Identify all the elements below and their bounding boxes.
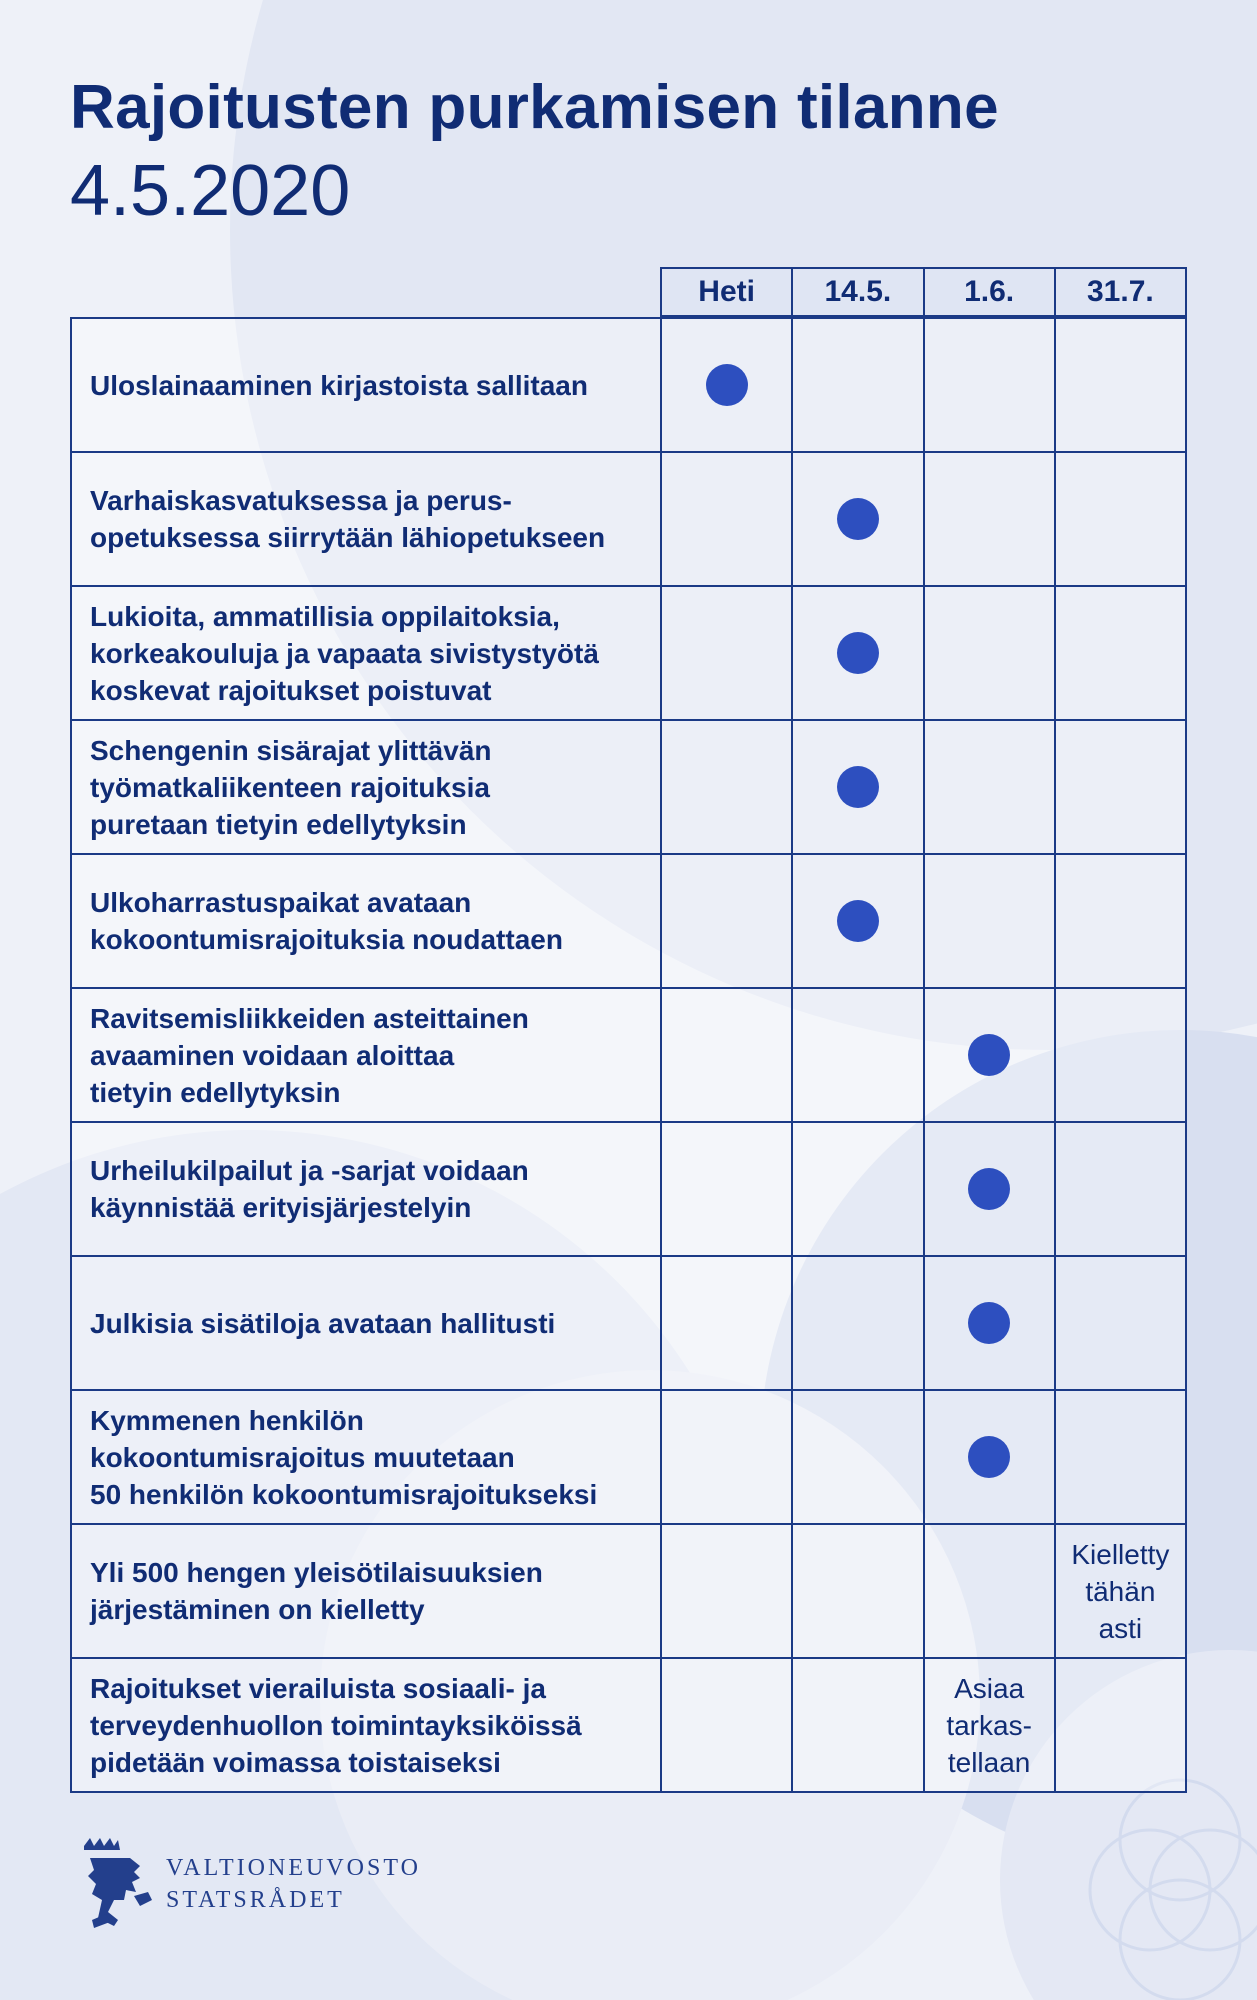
table-cell [925, 1257, 1056, 1389]
table-cell [793, 989, 924, 1121]
logo-line-1: VALTIONEUVOSTO [166, 1855, 421, 1881]
table-row [72, 721, 1185, 855]
restrictions-table [70, 317, 1187, 1793]
page-date: 4.5.2020 [70, 151, 351, 231]
column-header-31-7: 31.7. [1087, 275, 1154, 308]
table-cell [925, 453, 1056, 585]
status-dot [968, 1034, 1010, 1076]
table-cell [662, 721, 793, 853]
table-cell [1056, 989, 1185, 1121]
table-cell [662, 1525, 793, 1657]
table-cell [793, 1391, 924, 1523]
table-row [72, 1525, 1185, 1659]
status-dot [968, 1436, 1010, 1478]
table-cell [1056, 1659, 1185, 1791]
table-cell [925, 721, 1056, 853]
row-label [72, 587, 662, 719]
status-dot [837, 766, 879, 808]
table-row [72, 1123, 1185, 1257]
table-row [72, 989, 1185, 1123]
table-cell [1056, 1123, 1185, 1255]
table-cell [793, 1659, 924, 1791]
table-cell [662, 587, 793, 719]
column-header-heti: Heti [662, 269, 793, 315]
row-label-text: Varhaiskasvatuksessa ja perus- opetuksessa siirrytään lähiopetukseen [90, 485, 606, 553]
table-cell [793, 319, 924, 451]
table-row [72, 319, 1185, 453]
row-label-text: Yli 500 hengen yleisötilaisuuksien järjestäminen on kielletty [90, 1557, 543, 1625]
table-row [72, 1391, 1185, 1525]
row-label-text: Kymmenen henkilön kokoontumisrajoitus muutetaan 50 henkilön kokoontumisrajoitukseksi [90, 1404, 598, 1510]
table-row [72, 1659, 1185, 1791]
row-label-text: Uloslainaaminen kirjastoista sallitaan [90, 369, 588, 401]
table-cell [793, 1123, 924, 1255]
table-cell [1056, 855, 1185, 987]
status-dot [837, 900, 879, 942]
row-label [72, 1525, 662, 1657]
column-header-14-5: 14.5. [793, 269, 924, 315]
status-dot [968, 1168, 1010, 1210]
logo-line-2: STATSRÅDET [166, 1887, 345, 1913]
table-cell [1056, 453, 1185, 585]
table-cell [793, 1257, 924, 1389]
column-header-row [660, 267, 1187, 317]
cell-note: Asiaa tarkas- tellaan [946, 1672, 1032, 1778]
table-cell [925, 1391, 1056, 1523]
page-title: Rajoitusten purkamisen tilanne [70, 73, 999, 142]
table-cell [793, 855, 924, 987]
valtioneuvosto-logo [76, 1836, 421, 1932]
table-row [72, 855, 1185, 989]
table-row [72, 1257, 1185, 1391]
column-header-1-6: 1.6. [925, 269, 1056, 315]
table-cell [662, 1659, 793, 1791]
table-cell [925, 1525, 1056, 1657]
table-cell [662, 855, 793, 987]
table-cell [1056, 1391, 1185, 1523]
row-label [72, 855, 662, 987]
table-cell [662, 1123, 793, 1255]
row-label-text: Rajoitukset vierailuista sosiaali- ja terveydenhuollon toimintayksiköissä pidetään voimassa toistaiseksi [90, 1672, 582, 1778]
row-label [72, 721, 662, 853]
row-label-text: Urheilukilpailut ja -sarjat voidaan käynnistää erityisjärjestelyin [90, 1155, 529, 1223]
table-cell [662, 1391, 793, 1523]
table-row [72, 587, 1185, 721]
row-label-text: Ravitsemisliikkeiden asteittainen avaaminen voidaan aloittaa tietyin edellytyksin [90, 1002, 529, 1108]
status-dot [706, 364, 748, 406]
cell-note: Kielletty tähän asti [1071, 1538, 1170, 1644]
table-cell [662, 453, 793, 585]
row-label-text: Schengenin sisärajat ylittävän työmatkaliikenteen rajoituksia puretaan tietyin edellytyksin [90, 734, 492, 840]
row-label [72, 1391, 662, 1523]
table-cell [925, 1123, 1056, 1255]
table-cell [662, 1257, 793, 1389]
table-cell [662, 989, 793, 1121]
status-dot [837, 498, 879, 540]
row-label-text: Lukioita, ammatillisia oppilaitoksia, korkeakouluja ja vapaata sivistystyötä koskevat rajoitukset poistuvat [90, 600, 599, 706]
row-label [72, 319, 662, 451]
table-cell [793, 1525, 924, 1657]
table-cell [1056, 587, 1185, 719]
table-cell [1056, 1525, 1185, 1657]
table-cell [925, 855, 1056, 987]
status-dot [837, 632, 879, 674]
table-cell [925, 989, 1056, 1121]
table-cell [662, 319, 793, 451]
table-cell [1056, 1257, 1185, 1389]
row-label [72, 1257, 662, 1389]
row-label-text: Ulkoharrastuspaikat avataan kokoontumisrajoituksia noudattaen [90, 887, 563, 955]
row-label [72, 1659, 662, 1791]
table-cell [925, 587, 1056, 719]
row-label [72, 1123, 662, 1255]
row-label [72, 453, 662, 585]
table-cell [925, 1659, 1056, 1791]
table-cell [1056, 721, 1185, 853]
table-cell [925, 319, 1056, 451]
table-cell [793, 587, 924, 719]
row-label-text: Julkisia sisätiloja avataan hallitusti [90, 1307, 556, 1339]
table-row [72, 453, 1185, 587]
table-cell [1056, 319, 1185, 451]
table-cell [793, 721, 924, 853]
status-dot [968, 1302, 1010, 1344]
lion-crest-icon [76, 1836, 156, 1932]
row-label [72, 989, 662, 1121]
table-cell [793, 453, 924, 585]
